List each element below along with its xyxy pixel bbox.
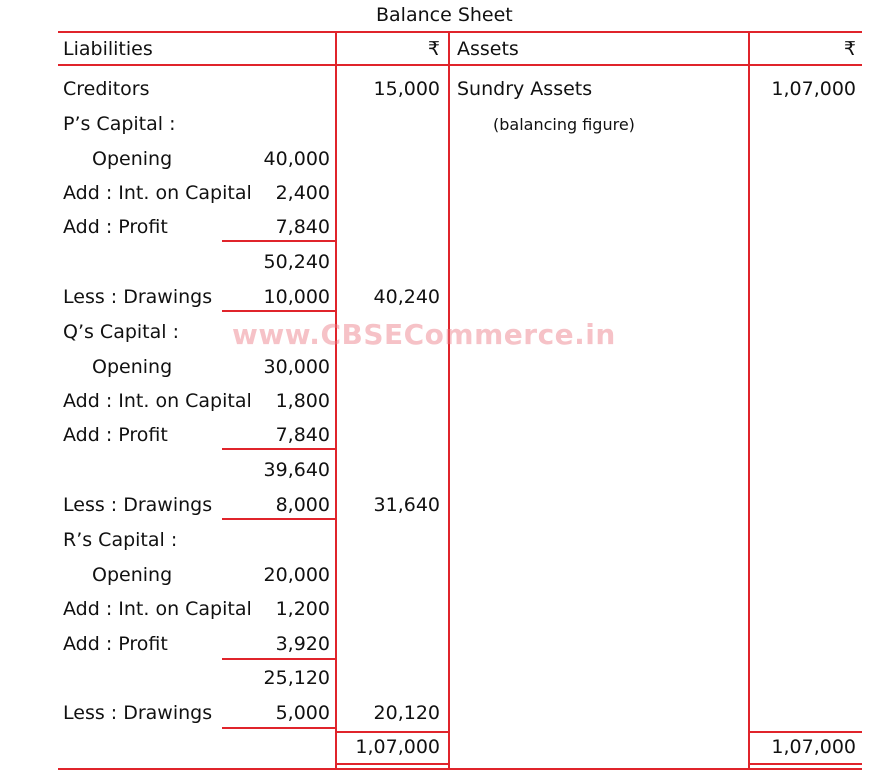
q-opening-label: Opening: [92, 356, 173, 378]
q-drawings-amount: 8,000: [275, 494, 330, 516]
r-profit-amount: 3,920: [275, 633, 330, 655]
assets-header: Assets: [457, 38, 519, 60]
r-subtotal-rule: [222, 658, 335, 660]
p-profit-label: Add : Profit: [63, 216, 168, 238]
p-capital-heading: P’s Capital :: [63, 113, 176, 135]
q-subtotal-amount: 39,640: [263, 459, 330, 481]
creditors-label: Creditors: [63, 78, 150, 100]
liabilities-header: Liabilities: [63, 38, 153, 60]
col-divider-left-amount: [335, 31, 337, 769]
q-interest-amount: 1,800: [275, 390, 330, 412]
col-divider-right-amount: [748, 31, 750, 769]
creditors-amount: 15,000: [373, 78, 440, 100]
q-drawings-rule: [222, 518, 335, 520]
sundry-assets-label: Sundry Assets: [457, 78, 593, 100]
q-interest-label: Add : Int. on Capital: [63, 390, 252, 412]
r-profit-label: Add : Profit: [63, 633, 168, 655]
p-drawings-amount: 10,000: [263, 286, 330, 308]
q-drawings-label: Less : Drawings: [63, 494, 213, 516]
p-opening-label: Opening: [92, 148, 173, 170]
r-interest-label: Add : Int. on Capital: [63, 598, 252, 620]
p-net-capital: 40,240: [373, 286, 440, 308]
header-top-rule: [58, 31, 862, 33]
page-title: Balance Sheet: [376, 4, 513, 26]
header-bottom-rule: [58, 64, 862, 66]
q-profit-label: Add : Profit: [63, 424, 168, 446]
table-bottom-rule: [58, 768, 862, 770]
assets-total: 1,07,000: [771, 736, 856, 758]
watermark: www.CBSECommerce.in: [232, 318, 616, 351]
rupee-icon: ₹: [843, 38, 856, 60]
p-subtotal-amount: 50,240: [263, 251, 330, 273]
p-subtotal-rule: [222, 240, 335, 242]
rupee-icon: ₹: [427, 38, 440, 60]
r-opening-amount: 20,000: [263, 564, 330, 586]
balancing-figure-note: (balancing figure): [493, 115, 635, 134]
p-drawings-rule: [222, 310, 335, 312]
p-profit-amount: 7,840: [275, 216, 330, 238]
sundry-assets-amount: 1,07,000: [771, 78, 856, 100]
totals-top-rule-left: [335, 731, 450, 733]
p-drawings-label: Less : Drawings: [63, 286, 213, 308]
q-capital-heading: Q’s Capital :: [63, 321, 179, 343]
q-opening-amount: 30,000: [263, 356, 330, 378]
liabilities-total: 1,07,000: [355, 736, 440, 758]
r-subtotal-amount: 25,120: [263, 667, 330, 689]
r-capital-heading: R’s Capital :: [63, 529, 178, 551]
q-subtotal-rule: [222, 448, 335, 450]
p-interest-amount: 2,400: [275, 182, 330, 204]
p-interest-label: Add : Int. on Capital: [63, 182, 252, 204]
totals-double-rule-left: [335, 763, 450, 765]
totals-top-rule-right: [748, 731, 862, 733]
totals-double-rule-right: [748, 763, 862, 765]
r-opening-label: Opening: [92, 564, 173, 586]
r-drawings-rule: [222, 727, 335, 729]
r-drawings-amount: 5,000: [275, 702, 330, 724]
p-opening-amount: 40,000: [263, 148, 330, 170]
q-profit-amount: 7,840: [275, 424, 330, 446]
r-drawings-label: Less : Drawings: [63, 702, 213, 724]
col-divider-middle: [448, 31, 450, 769]
q-net-capital: 31,640: [373, 494, 440, 516]
r-net-capital: 20,120: [373, 702, 440, 724]
r-interest-amount: 1,200: [275, 598, 330, 620]
